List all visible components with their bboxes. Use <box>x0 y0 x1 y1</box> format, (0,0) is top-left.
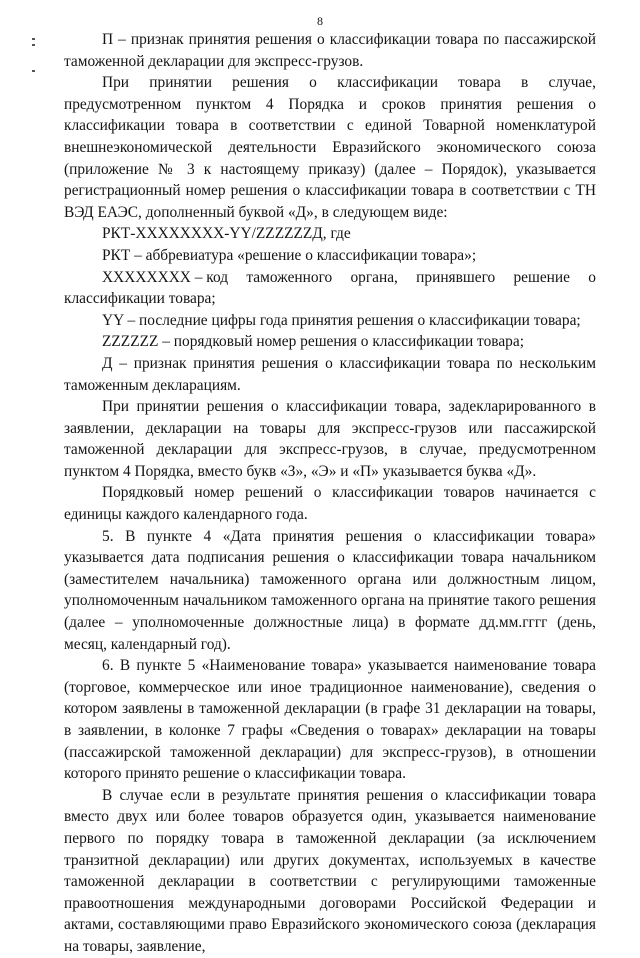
paragraph: 6. В пункте 5 «Наименование товара» указывается наименование товара (торговое, коммерческое или иное традиционное наименование), сведения о котором заявлены в таможенной декларации (в графе 31 декларации на товары, в заявлении, в колонке 7 графы «Сведения о товарах» декларации на товары (пассажирской таможенной декларации) для экспресс-грузов), в отношении которого принято решение о классификации товара. <box>64 657 596 783</box>
definition-item: YY – последние цифры года принятия решения о классификации товара; <box>102 311 581 329</box>
margin-mark <box>32 44 35 46</box>
definition-item-spread <box>64 267 596 289</box>
paragraph: При принятии решения о классификации товара в случае, предусмотренном пунктом 4 Порядка и сроков принятия решения о классификации товара в соответствии с единой Товарной номенклатурой внешнеэкономической деятельности Евразийского экономического союза (приложение № 3 к настоящему приказу) (далее – Порядок), указывается регистрационный номер решения о классификации товара в соответствии с ТН ВЭД ЕАЭС, дополненный буквой «Д», в следующем виде: <box>64 74 596 221</box>
margin-mark <box>32 70 35 72</box>
word: XXXXXXXX – код <box>102 268 229 286</box>
paragraph: 5. В пункте 4 «Дата принятия решения о классификации товара» указывается дата подписания решения о классификации товара начальником (заместителем начальника) таможенного органа или должностным лицом, уполномоченным начальником таможенного органа на принятие такого решения (далее – уполномоченные должностные лица) в формате дд.мм.гггг (день, месяц, календарный год). <box>64 527 596 653</box>
paragraph: П – признак принятия решения о классификации товара по пассажирской таможенной декларации для экспресс-грузов. <box>64 31 596 70</box>
definition-item: РКТ – аббревиатура «решение о классификации товара»; <box>102 246 477 264</box>
paragraph: В случае если в результате принятия решения о классификации товара вместо двух или более товаров образуется один, указывается наименование первого по порядку товара в таможенной декларации (за исключением транзитной декларации) или других документах, используемых в качестве таможенной декларации в соответствии с регулирующими таможенные правоотношения международными договорами Российской Федерации и актами, составляющими право Евразийского экономического союза (декларация на товары, заявление, <box>64 786 596 955</box>
definition-item-continuation: классификации товара; <box>64 290 216 308</box>
definition-item: ZZZZZZ – порядковый номер решения о классификации товара; <box>102 333 524 351</box>
definition-item: Д – признак принятия решения о классификации товара по нескольким таможенным декларациям. <box>64 354 596 394</box>
paragraph: При принятии решения о классификации товара, задекларированного в заявлении, декларации на товары для экспресс-грузов или пассажирской таможенной декларации для экспресс-грузов, в случае, предусмотренном пунктом 4 Порядка, вместо букв «З», «Э» и «П» указывается буква «Д». <box>64 398 596 480</box>
page-number: 8 <box>317 14 323 28</box>
document-body <box>64 29 596 958</box>
word: решение <box>513 268 570 286</box>
word: таможенного <box>246 268 333 286</box>
code-format-line: РКТ-XXXXXXXX-YY/ZZZZZZД, где <box>102 225 351 243</box>
paragraph: Порядковый номер решений о классификации товаров начинается с единицы каждого календарного года. <box>64 484 596 524</box>
word: принявшего <box>416 268 496 286</box>
word: о <box>588 268 596 286</box>
margin-mark <box>32 38 35 40</box>
word: органа, <box>350 268 398 286</box>
